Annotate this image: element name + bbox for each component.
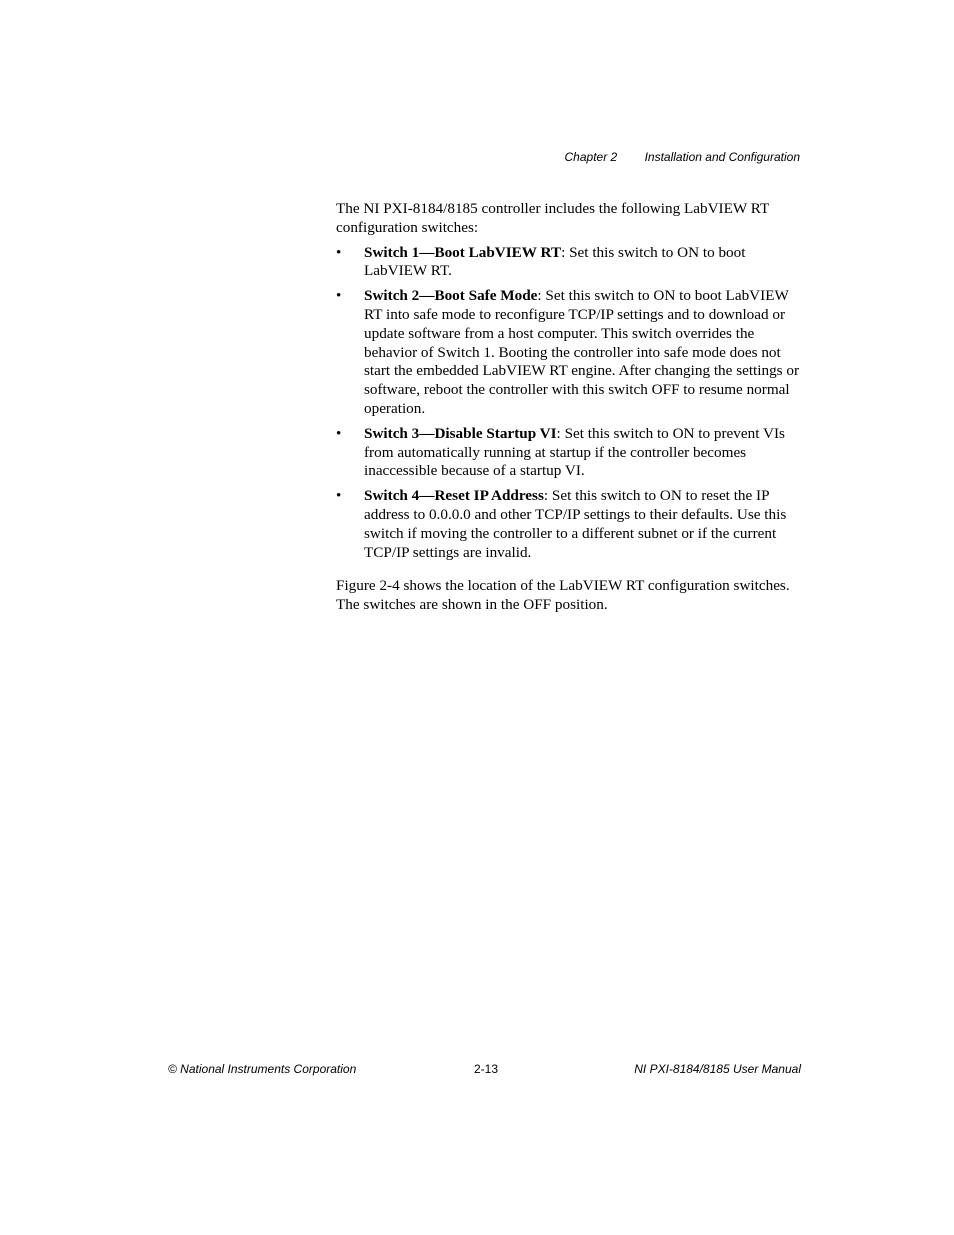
- switch-title: Switch 3—Disable Startup VI: [364, 424, 557, 442]
- page-number: 2-13: [474, 1062, 499, 1076]
- switch-title: Switch 4—Reset IP Address: [364, 487, 544, 505]
- bullet-icon: •: [336, 243, 342, 261]
- manual-title: NI PXI-8184/8185 User Manual: [634, 1062, 801, 1076]
- running-header: [565, 150, 800, 164]
- chapter-label: Chapter 2: [564, 150, 618, 164]
- list-item: [336, 425, 802, 481]
- copyright-text: © National Instruments Corporation: [168, 1062, 357, 1076]
- bullet-icon: •: [336, 487, 342, 505]
- switch-list: [336, 244, 802, 563]
- switch-description: : Set this switch to ON to boot LabVIEW RT.: [364, 243, 746, 280]
- bullet-icon: •: [336, 424, 342, 442]
- bullet-icon: •: [336, 287, 342, 305]
- intro-paragraph: The NI PXI-8184/8185 controller includes the following LabVIEW RT configuration switches:: [336, 200, 769, 236]
- closing-paragraph: Figure 2-4 shows the location of the LabVIEW RT configuration switches. The switches are shown in the OFF position.: [336, 577, 790, 614]
- list-item: [336, 487, 802, 562]
- section-title: Installation and Configuration: [644, 150, 800, 164]
- switch-title: Switch 1—Boot LabVIEW RT: [364, 243, 562, 261]
- list-item: [336, 244, 802, 282]
- switch-description: : Set this switch to ON to reset the IP address to 0.0.0.0 and other TCP/IP settings to their defaults. Use this switch if moving the controller to a different subnet or if the current TCP/IP settings are invalid.: [364, 487, 787, 561]
- list-item: [336, 287, 802, 419]
- switch-description: : Set this switch to ON to prevent VIs from automatically running at startup if the controller becomes inaccessible because of a startup VI.: [364, 424, 785, 480]
- switch-title: Switch 2—Boot Safe Mode: [364, 287, 538, 305]
- switch-description: : Set this switch to ON to boot LabVIEW RT into safe mode to reconfigure TCP/IP settings and to download or update software from a host computer. This switch overrides the behavior of Switch 1. Booting the controller into safe mode does not start the embedded LabVIEW RT engine. After changing the settings or software, reboot the controller with this switch OFF to resume normal operation.: [364, 287, 800, 417]
- body-content: [336, 200, 802, 615]
